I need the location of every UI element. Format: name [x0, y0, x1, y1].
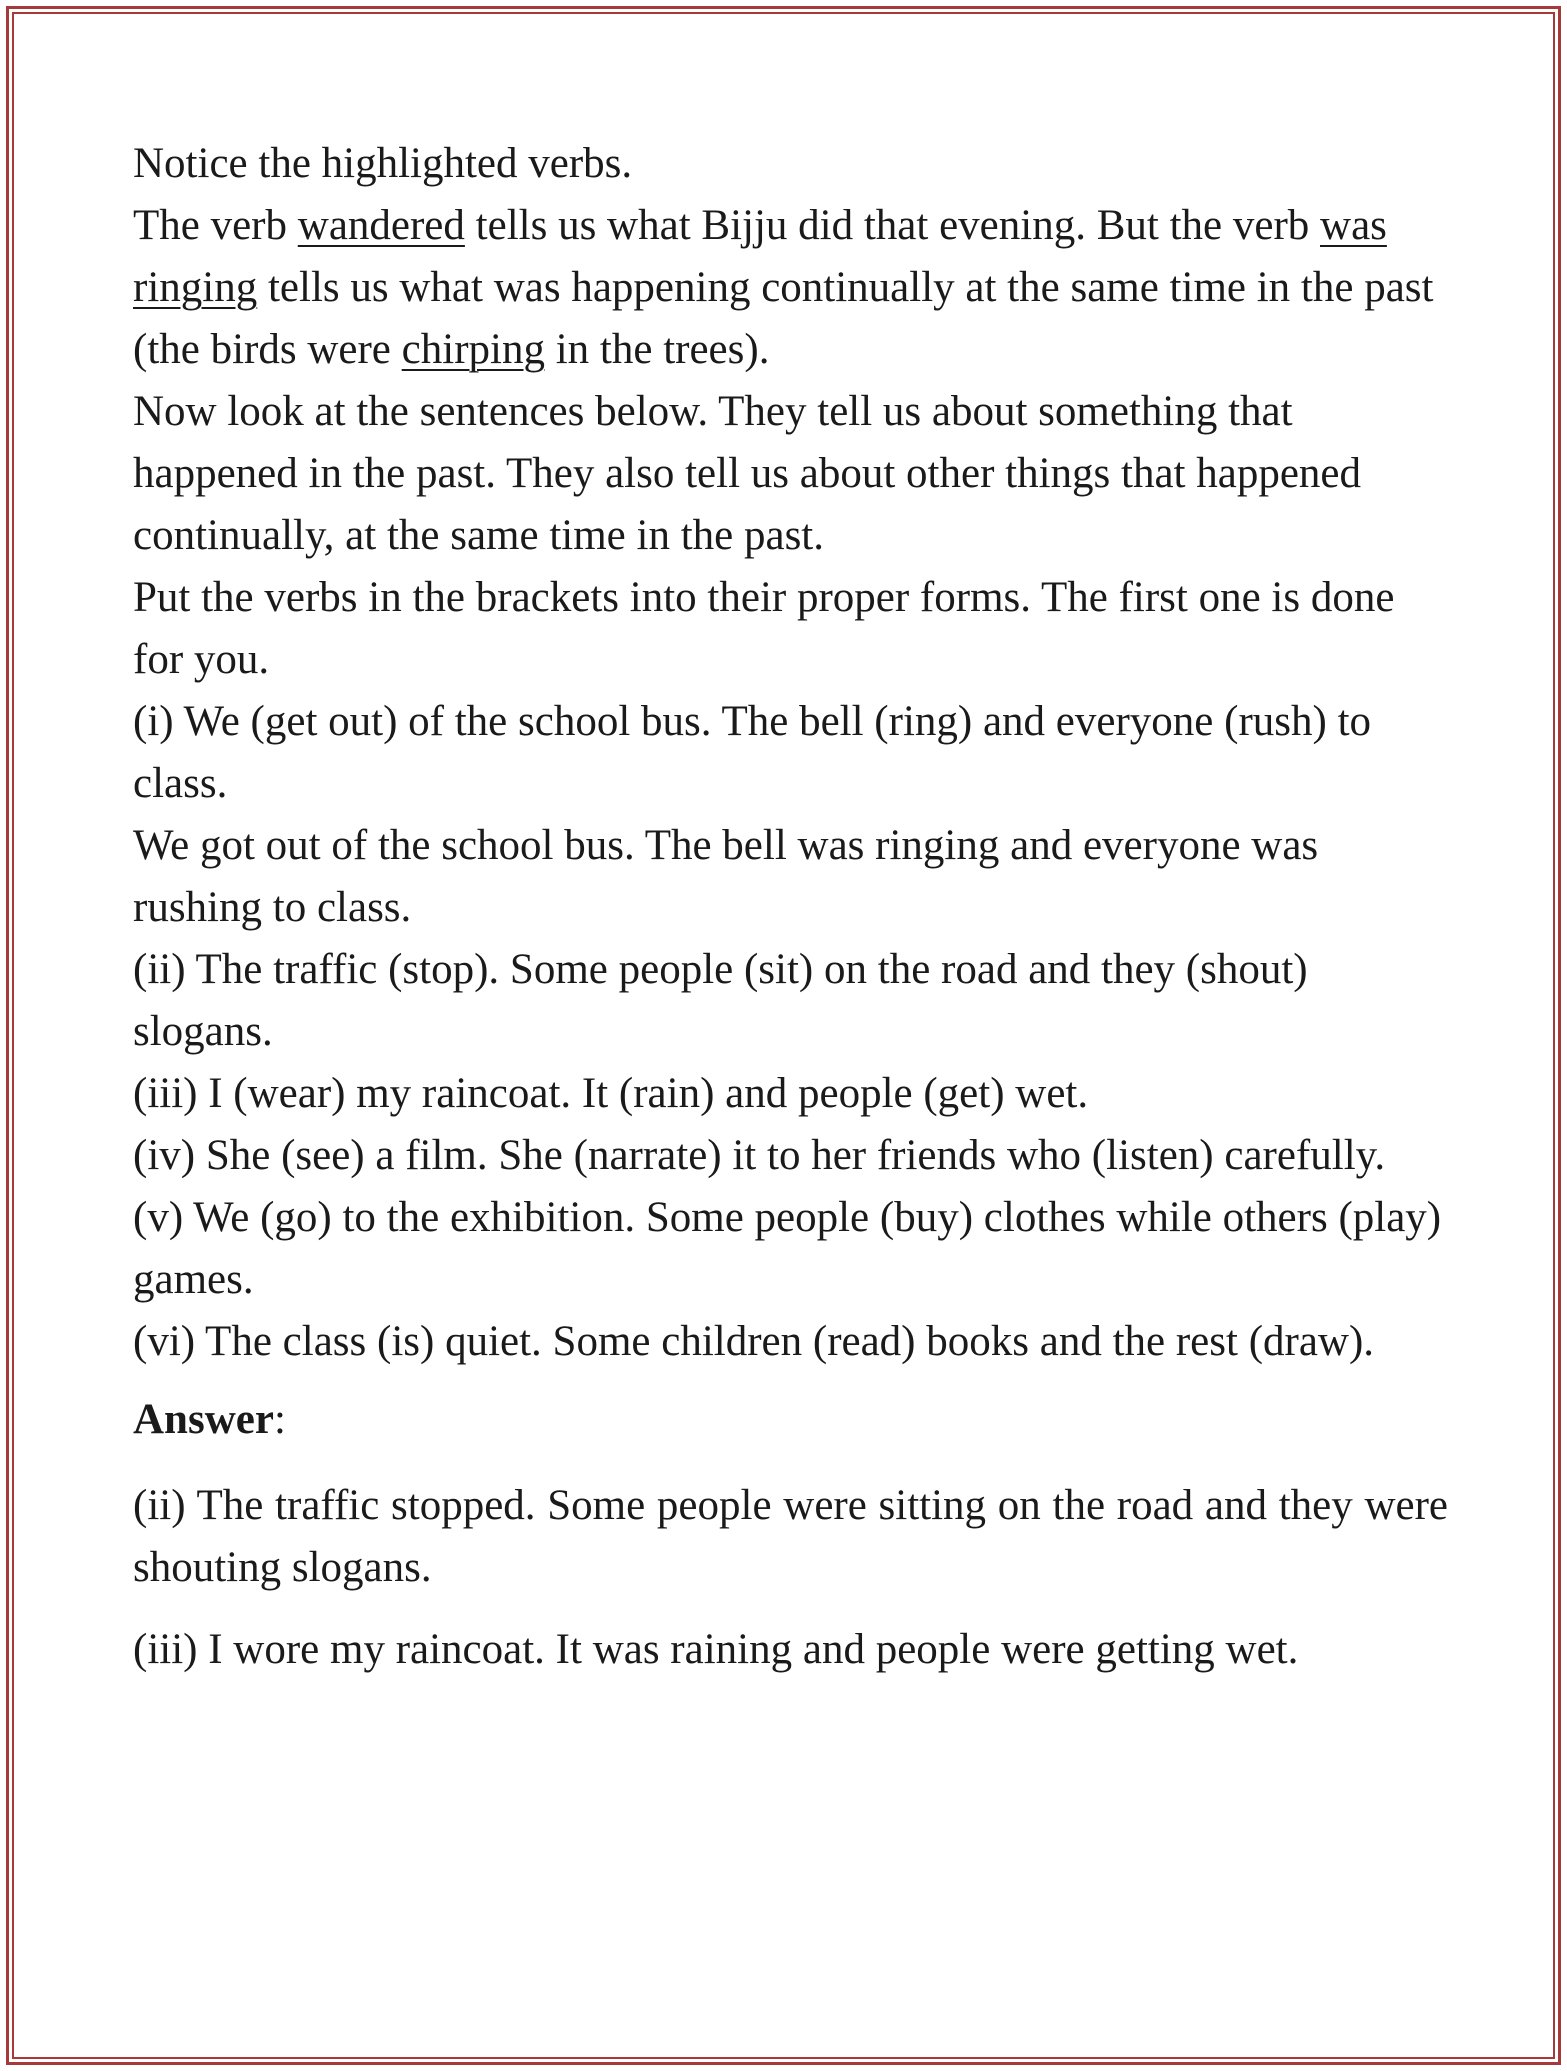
answer-item-iii: (iii) I wore my raincoat. It was raining and people were getting wet.	[133, 1626, 1299, 1673]
exercise-item-iv: (iv) She (see) a film. She (narrate) it to her friends who (listen) carefully.	[133, 1132, 1386, 1179]
intro-heading: Notice the highlighted verbs.	[133, 140, 633, 187]
underlined-verb-wandered: wandered	[297, 202, 465, 249]
exercise-example-answer: We got out of the school bus. The bell was ringing and everyone was rushing to class.	[133, 822, 1319, 931]
paragraph-sentences-intro: Now look at the sentences below. They tell us about something that happened in the past. They also tell us about other things that happened continually, at the same time in the past.	[133, 388, 1361, 559]
para1-text-4: in the trees).	[544, 326, 770, 373]
exercise-item-iii: (iii) I (wear) my raincoat. It (rain) and people (get) wet.	[133, 1070, 1089, 1117]
exercise-item-ii: (ii) The traffic (stop). Some people (sit) on the road and they (shout) slogans.	[133, 946, 1308, 1055]
para1-text-3: tells us what was happening continually at the same time in the past (the birds were	[133, 264, 1434, 373]
paragraph-verb-explanation	[133, 195, 1448, 381]
document-body	[133, 133, 1448, 1681]
exercise-item-v: (v) We (go) to the exhibition. Some people (buy) clothes while others (play) games.	[133, 1194, 1442, 1303]
answer-label: Answer	[133, 1396, 274, 1443]
answer-colon: :	[273, 1396, 286, 1443]
answer-heading	[133, 1389, 1448, 1451]
exercise-item-vi: (vi) The class (is) quiet. Some children (read) books and the rest (draw).	[133, 1318, 1375, 1365]
paragraph-instructions: Put the verbs in the brackets into their proper forms. The first one is done for you.	[133, 574, 1395, 683]
underlined-verb-was-ringing: was ringing	[133, 202, 1387, 311]
para1-text-1: The verb	[133, 202, 298, 249]
underlined-verb-chirping: chirping	[401, 326, 545, 373]
para1-text-2: tells us what Bijju did that evening. But the verb	[464, 202, 1321, 249]
answer-item-ii: (ii) The traffic stopped. Some people were sitting on the road and they were shouting slogans.	[133, 1482, 1448, 1591]
exercise-item-i: (i) We (get out) of the school bus. The bell (ring) and everyone (rush) to class.	[133, 698, 1372, 807]
